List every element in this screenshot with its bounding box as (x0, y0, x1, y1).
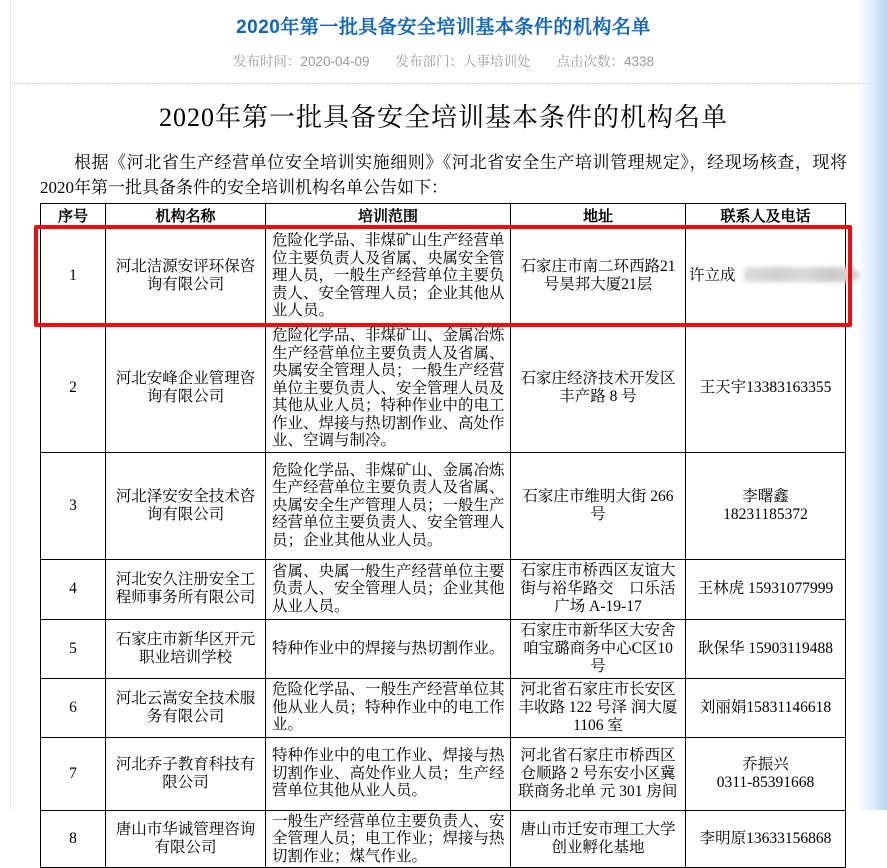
training-scope-cell: 危险化学品、一般生产经营单位其他从业人员；特种作业中的电工作业。 (266, 678, 511, 737)
org-table (40, 203, 846, 868)
org-index-cell: 3 (41, 452, 106, 559)
contact-cell (686, 678, 846, 737)
column-header: 序号 (41, 204, 106, 228)
contact-line: 18231185372 (723, 505, 808, 523)
page-header (0, 0, 887, 70)
org-index-cell: 5 (41, 619, 106, 678)
training-scope-cell: 危险化学品、非煤矿山生产经营单位主要负责人及省属、央属安全管理人员，一般生产经营单位主要负责人、安全管理人员；企业其他从业人员。 (266, 228, 511, 325)
address-cell: 石家庄市桥西区友谊大街与裕华路交 口乐活广场 A-19-17 (511, 559, 686, 619)
training-scope-cell: 危险化学品、非煤矿山、金属冶炼生产经营单位主要负责人及省属、央属安全管理人员；一般生产经营单位主要负责人、安全管理人员及其他从业人员；特种作业中的电工作业、焊接与热切割作业、高处作业、空调与制冷。 (266, 325, 511, 453)
training-scope-cell: 一般生产经营单位主要负责人、安全管理人员；电工作业；焊接与热切割作业；煤气作业。 (266, 810, 511, 868)
contact-line: 许立成 (689, 267, 842, 285)
intro-paragraph: 根据《河北省生产经营单位安全培训实施细则》《河北省安全生产培训管理规定》，经现场核查，现将2020年第一批具备条件的安全培训机构名单公告如下： (40, 153, 847, 197)
org-index-cell: 8 (41, 810, 106, 868)
dashed-divider (12, 83, 875, 84)
contact-line: 耿保华 15903119488 (697, 639, 834, 657)
org-index-cell: 7 (41, 737, 106, 810)
contact-line: 0311-85391668 (716, 773, 815, 791)
org-name-cell: 唐山市华诚管理咨询有限公司 (106, 810, 266, 868)
contact-cell (686, 737, 846, 810)
table-row (41, 678, 846, 737)
meta-item: 点击次数：4338 (556, 54, 655, 69)
contact-line: 刘丽娟15831146618 (699, 698, 832, 716)
contact-cell (686, 452, 846, 559)
training-scope-cell: 省属、央属一般生产经营单位主要负责人、安全管理人员；企业其他从业人员。 (266, 559, 511, 619)
table-row (41, 452, 846, 559)
org-name-cell: 河北云嵩安全技术服务有限公司 (106, 678, 266, 737)
table-row (41, 619, 846, 678)
training-scope-cell: 危险化学品、非煤矿山、金属冶炼生产经营单位主要负责人及省属、央属安全生产管理人员；一般生产经营单位主要负责人、安全管理人员；企业其他从业人员。 (266, 452, 511, 559)
contact-cell (686, 619, 846, 678)
contact-cell (686, 810, 846, 868)
training-scope-cell: 特种作业中的电工作业、焊接与热切割作业、高处作业人员；生产经营单位其他从业人员。 (266, 737, 511, 810)
address-cell: 河北省石家庄市桥西区仓顺路 2 号东安小区冀联商务北单 元 301 房间 (511, 737, 686, 810)
org-name-cell: 石家庄市新华区开元职业培训学校 (106, 619, 266, 678)
table-header-row (41, 204, 846, 228)
table-row (41, 737, 846, 810)
org-name-cell: 河北安峰企业管理咨询有限公司 (106, 325, 266, 453)
org-index-cell: 2 (41, 325, 106, 453)
contact-line: 王天宇13383163355 (699, 379, 832, 397)
table-row (41, 228, 846, 325)
content-left-border (10, 0, 11, 810)
column-header: 培训范围 (266, 204, 511, 228)
contact-cell (686, 559, 846, 619)
column-header: 联系人及电话 (686, 204, 846, 228)
org-index-cell: 1 (41, 228, 106, 325)
page-title: 2020年第一批具备安全培训基本条件的机构名单 (236, 17, 651, 38)
article-meta (0, 50, 887, 70)
address-cell: 石家庄市维明大街 266 号 (511, 452, 686, 559)
meta-item: 发布部门：人事培训处 (395, 54, 531, 69)
contact-line: 乔振兴 (742, 755, 789, 773)
article-title: 2020年第一批具备安全培训基本条件的机构名单 (158, 103, 728, 132)
column-header: 地址 (511, 204, 686, 228)
org-name-cell: 河北泽安安全技术咨询有限公司 (106, 452, 266, 559)
address-cell: 河北省石家庄市长安区丰收路 122 号泽 润大厦 1106 室 (511, 678, 686, 737)
training-scope-cell: 特种作业中的焊接与热切割作业。 (266, 619, 511, 678)
org-index-cell: 6 (41, 678, 106, 737)
contact-cell (686, 228, 846, 325)
org-index-cell: 4 (41, 559, 106, 619)
contact-line: 李曙鑫 (742, 487, 789, 505)
org-name-cell: 河北安久注册安全工程师事务所有限公司 (106, 559, 266, 619)
address-cell: 石家庄经济技术开发区丰产路 8 号 (511, 325, 686, 453)
table-row (41, 325, 846, 453)
table-row (41, 559, 846, 619)
contact-line: 李明原13633156868 (699, 829, 832, 847)
meta-item: 发布时间：2020-04-09 (232, 54, 370, 69)
address-cell: 石家庄市南二环西路21号昊邦大厦21层 (511, 228, 686, 325)
contact-line: 王林虎 15931077999 (697, 580, 834, 597)
org-name-cell: 河北乔子教育科技有限公司 (106, 737, 266, 810)
table-row (41, 810, 846, 868)
address-cell: 唐山市迁安市理工大学创业孵化基地 (511, 810, 686, 868)
org-name-cell: 河北洁源安评环保咨询有限公司 (106, 228, 266, 325)
address-cell: 石家庄市新华区大安舍咱宝璐商务中心C区10号 (511, 619, 686, 678)
column-header: 机构名称 (106, 204, 266, 228)
contact-cell (686, 325, 846, 453)
redacted-phone-blur (744, 267, 852, 282)
